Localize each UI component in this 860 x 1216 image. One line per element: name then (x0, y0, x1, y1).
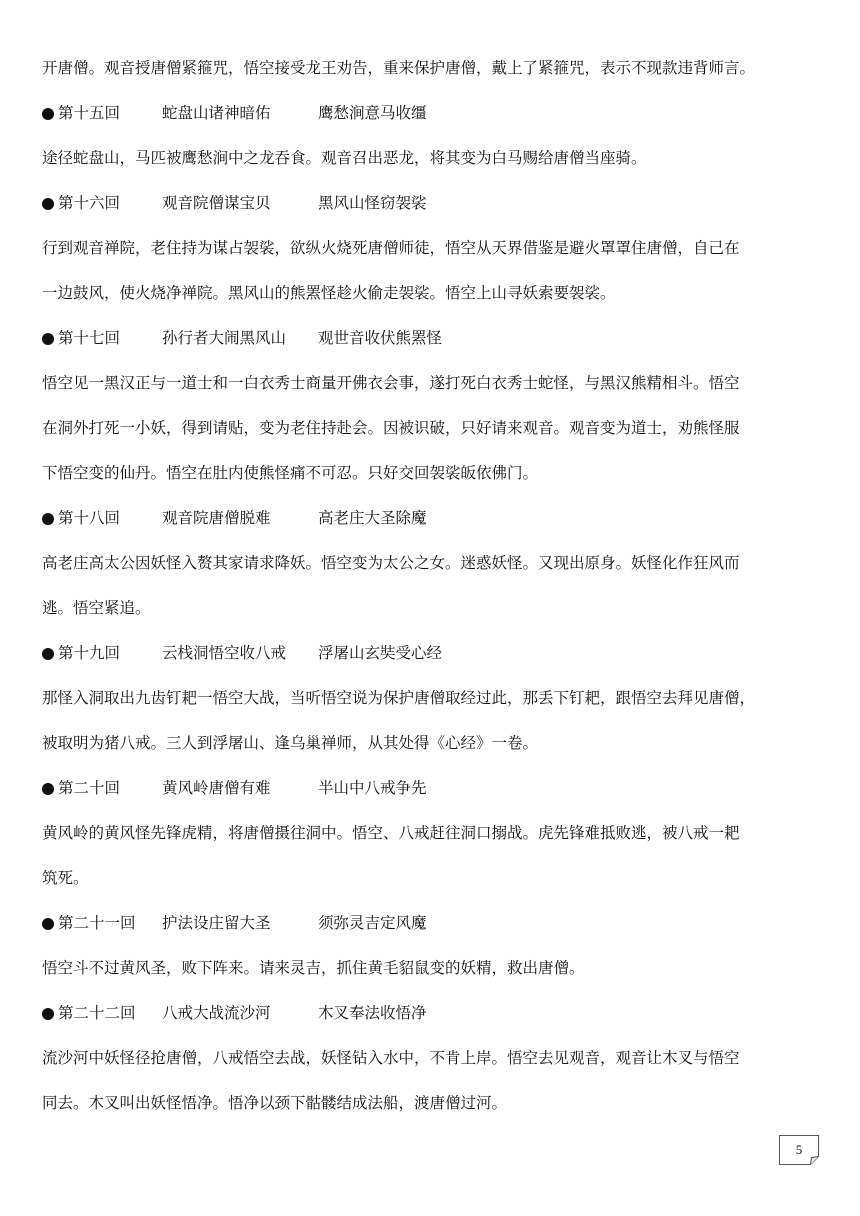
chapter-number: 第十八回 (58, 509, 121, 527)
chapter-number: 第二十二回 (58, 1004, 136, 1022)
bullet-icon (42, 1008, 54, 1020)
text-line: 在洞外打死一小妖，得到请贴，变为老住持赴会。因被识破，只好请来观音。观音变为道士，劝熊怪服 (42, 419, 740, 437)
chapter-title-second: 高老庄大圣除魔 (318, 509, 427, 527)
document-body (42, 46, 822, 1126)
chapter-number: 第二十回 (58, 779, 121, 797)
chapter-heading (42, 631, 822, 676)
chapter-title-second: 黑风山怪窃袈裟 (318, 194, 427, 212)
bullet-icon (42, 918, 54, 930)
bullet-icon (42, 783, 54, 795)
bullet-icon (42, 108, 54, 120)
text-line: 途径蛇盘山，马匹被鹰愁涧中之龙吞食。观音召出恶龙，将其变为白马赐给唐僧当座骑。 (42, 149, 647, 167)
text-line: 同去。木叉叫出妖怪悟净。悟净以颈下骷髅结成法船，渡唐僧过河。 (42, 1094, 508, 1112)
chapter-heading (42, 901, 822, 946)
chapter-number: 第二十一回 (58, 914, 136, 932)
chapter-number: 第十九回 (58, 644, 121, 662)
chapter-title-first: 蛇盘山诸神暗佑 (162, 104, 271, 122)
bullet-icon (42, 648, 54, 660)
text-line: 悟空斗不过黄风圣，败下阵来。请来灵吉，抓住黄毛貂鼠变的妖精，救出唐僧。 (42, 959, 585, 977)
bullet-icon (42, 513, 54, 525)
text-line: 那怪入洞取出九齿钉耙一悟空大战，当听悟空说为保护唐僧取经过此，那丢下钉耙，跟悟空去拜见唐僧， (42, 689, 756, 707)
chapter-number: 第十六回 (58, 194, 121, 212)
chapter-title-second: 半山中八戒争先 (318, 779, 427, 797)
text-line: 悟空见一黑汉正与一道士和一白衣秀士商量开佛衣会事，遂打死白衣秀士蛇怪，与黑汉熊精相斗。悟空 (42, 374, 740, 392)
chapter-title-second: 须弥灵吉定风魔 (318, 914, 427, 932)
page-number-box (779, 1135, 819, 1165)
chapter-title-first: 八戒大战流沙河 (162, 1004, 271, 1022)
text-line: 行到观音禅院，老住持为谋占袈裟，欲纵火烧死唐僧师徒，悟空从天界借鉴是避火罩罩住唐僧，自己在 (42, 239, 740, 257)
chapter-heading (42, 766, 822, 811)
bullet-icon (42, 198, 54, 210)
page-number: 5 (795, 1142, 803, 1157)
text-line: 被取明为猪八戒。三人到浮屠山、逢乌巢禅师，从其处得《心经》一卷。 (42, 734, 539, 752)
chapter-title-second: 鹰愁涧意马收缰 (318, 104, 427, 122)
chapter-number: 第十五回 (58, 104, 121, 122)
text-line: 黄风岭的黄风怪先锋虎精，将唐僧摄往洞中。悟空、八戒赶往洞口搦战。虎先锋难抵败逃，被八戒一耙 (42, 824, 740, 842)
chapter-title-first: 孙行者大闹黑风山 (162, 329, 287, 347)
text-line: 开唐僧。观音授唐僧紧箍咒，悟空接受龙王劝告，重来保护唐僧，戴上了紧箍咒，表示不现款违背师言。 (42, 59, 756, 77)
chapter-title-second: 浮屠山玄奘受心经 (318, 644, 443, 662)
chapter-heading (42, 496, 822, 541)
chapter-heading (42, 991, 822, 1036)
chapter-title-first: 云栈洞悟空收八戒 (162, 644, 287, 662)
text-line: 流沙河中妖怪径抢唐僧，八戒悟空去战，妖怪钻入水中，不肯上岸。悟空去见观音，观音让木叉与悟空 (42, 1049, 740, 1067)
text-line: 逃。悟空紧追。 (42, 599, 151, 617)
bullet-icon (42, 333, 54, 345)
chapter-number: 第十七回 (58, 329, 121, 347)
chapter-heading (42, 91, 822, 136)
text-line: 一边鼓风，使火烧净禅院。黑风山的熊罴怪趁火偷走袈裟。悟空上山寻妖索要袈裟。 (42, 284, 616, 302)
chapter-title-second: 木叉奉法收悟净 (318, 1004, 427, 1022)
chapter-title-first: 观音院唐僧脱难 (162, 509, 271, 527)
text-line: 筑死。 (42, 869, 89, 887)
text-line: 高老庄高太公因妖怪入赘其家请求降妖。悟空变为太公之女。迷惑妖怪。又现出原身。妖怪化作狂风而 (42, 554, 740, 572)
chapter-heading (42, 316, 822, 361)
chapter-title-first: 观音院僧谋宝贝 (162, 194, 271, 212)
text-line: 下悟空变的仙丹。悟空在肚内使熊怪痛不可忍。只好交回袈裟皈依佛门。 (42, 464, 539, 482)
chapter-title-second: 观世音收伏熊罴怪 (318, 329, 443, 347)
chapter-title-first: 黄风岭唐僧有难 (162, 779, 271, 797)
chapter-heading (42, 181, 822, 226)
chapter-title-first: 护法设庄留大圣 (162, 914, 271, 932)
